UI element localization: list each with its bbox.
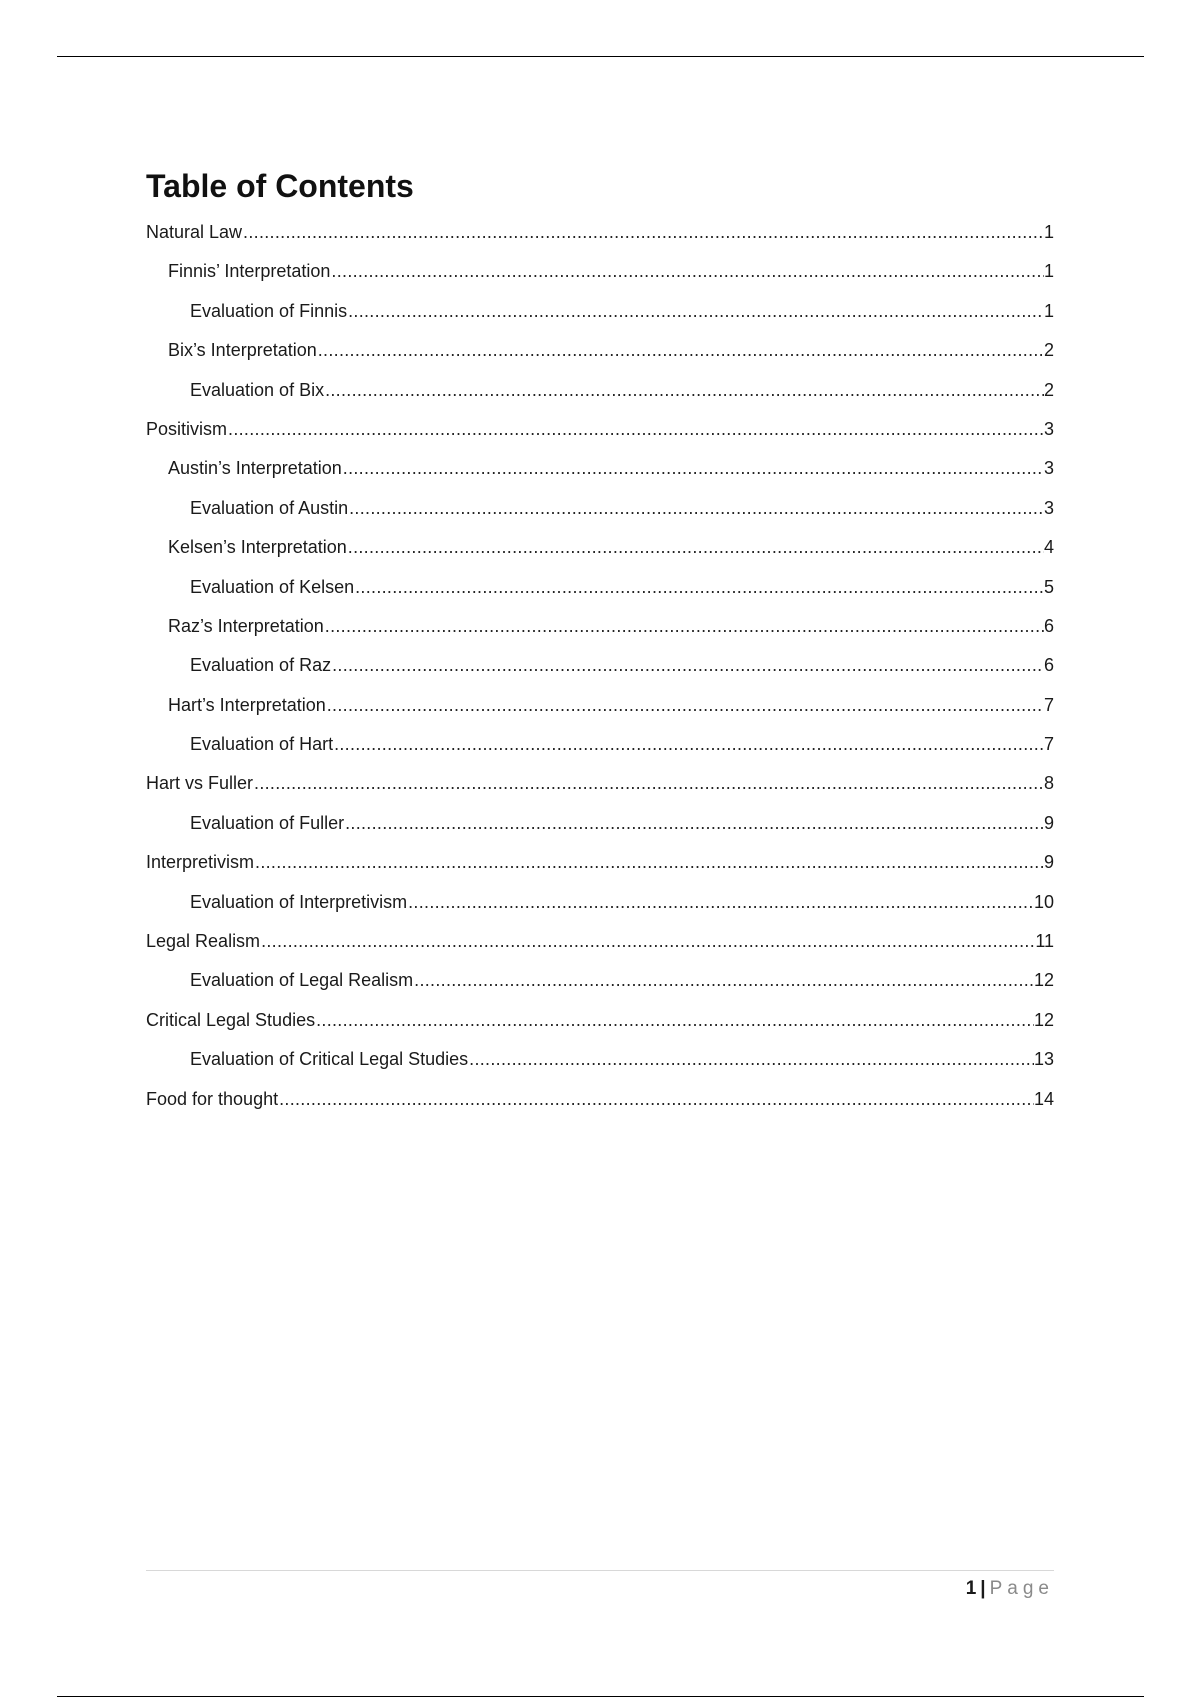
dot-leader — [354, 568, 1044, 607]
toc-entry-page: 12 — [1033, 970, 1054, 991]
dot-leader — [348, 489, 1044, 528]
toc-entry-page: 10 — [1033, 891, 1054, 912]
toc-entry[interactable] — [146, 331, 1054, 370]
toc-title: Table of Contents — [146, 168, 414, 204]
dot-leader — [347, 528, 1044, 567]
toc-entry-title: Evaluation of Critical Legal Studies — [190, 1049, 469, 1070]
toc-entry[interactable] — [146, 1001, 1054, 1040]
footer-separator: | — [980, 1578, 986, 1599]
dot-leader — [317, 331, 1044, 370]
toc-entry-title: Evaluation of Legal Realism — [190, 970, 414, 991]
toc-entry-title: Natural Law — [146, 222, 243, 242]
toc-entry[interactable] — [146, 213, 1054, 252]
toc-entry[interactable] — [146, 646, 1054, 685]
dot-leader — [468, 1040, 1034, 1079]
toc-entry[interactable] — [146, 292, 1054, 331]
toc-entry-page: 9 — [1043, 812, 1054, 833]
toc-entry-page: 3 — [1043, 418, 1054, 439]
footer-page-label: Page — [989, 1578, 1054, 1599]
toc-entry[interactable] — [146, 1040, 1054, 1079]
dot-leader — [344, 804, 1044, 843]
toc-entry[interactable] — [146, 922, 1054, 961]
toc-entry-page: 14 — [1033, 1088, 1054, 1109]
toc-entry-title: Kelsen’s Interpretation — [168, 537, 347, 558]
toc-entry-title: Bix’s Interpretation — [168, 340, 317, 361]
toc-entry-title: Austin’s Interpretation — [168, 458, 342, 479]
toc-entry[interactable] — [146, 883, 1054, 922]
dot-leader — [331, 646, 1044, 685]
dot-leader — [227, 410, 1044, 449]
dot-leader — [253, 764, 1044, 803]
toc-entry-title: Evaluation of Raz — [190, 655, 332, 676]
toc-entry-title: Interpretivism — [146, 852, 255, 873]
toc-entry-page: 1 — [1043, 222, 1054, 242]
toc-entry[interactable] — [146, 607, 1054, 646]
toc-entry[interactable] — [146, 449, 1054, 488]
bottom-rule — [57, 1696, 1144, 1697]
footer-page-number: 1 — [965, 1578, 977, 1599]
toc-entry-title: Evaluation of Fuller — [190, 812, 345, 833]
toc-entry-title: Positivism — [146, 418, 228, 439]
toc-entry-page: 7 — [1043, 734, 1054, 755]
dot-leader — [342, 449, 1044, 488]
toc-entry-page: 2 — [1043, 379, 1054, 400]
toc-entry-page: 9 — [1043, 852, 1054, 873]
toc-entry-page: 6 — [1043, 655, 1054, 676]
toc-entry[interactable] — [146, 489, 1054, 528]
dot-leader — [260, 922, 1035, 961]
toc-entry-title: Evaluation of Hart — [190, 734, 334, 755]
toc-entry[interactable] — [146, 252, 1054, 291]
dot-leader — [326, 686, 1044, 725]
toc-entry-title: Evaluation of Finnis — [190, 300, 348, 321]
toc-entry[interactable] — [146, 686, 1054, 725]
footer-rule — [146, 1570, 1054, 1571]
toc-entry-page: 13 — [1033, 1049, 1054, 1070]
header-rule — [57, 56, 1144, 57]
toc-entry-page: 6 — [1043, 615, 1054, 636]
dot-leader — [324, 607, 1044, 646]
toc-entry[interactable] — [146, 843, 1054, 882]
toc-entry-page: 3 — [1043, 497, 1054, 518]
toc-entry[interactable] — [146, 764, 1054, 803]
dot-leader — [333, 725, 1044, 764]
dot-leader — [254, 843, 1044, 882]
toc-entry-page: 11 — [1035, 931, 1054, 952]
toc-entry[interactable] — [146, 961, 1054, 1000]
toc-entry-page: 3 — [1043, 458, 1054, 479]
dot-leader — [413, 961, 1034, 1000]
toc-entry[interactable] — [146, 804, 1054, 843]
toc-entry-title: Critical Legal Studies — [146, 1009, 316, 1030]
dot-leader — [315, 1001, 1034, 1040]
toc-entry-title: Food for thought — [146, 1088, 279, 1109]
toc-entry-title: Evaluation of Bix — [190, 379, 325, 400]
dot-leader — [330, 252, 1044, 291]
toc-entry-title: Evaluation of Kelsen — [190, 576, 355, 597]
toc-entry-page: 1 — [1043, 261, 1054, 282]
toc-entry-title: Hart vs Fuller — [146, 773, 254, 794]
toc-entry[interactable] — [146, 1080, 1054, 1119]
toc-entry[interactable] — [146, 568, 1054, 607]
dot-leader — [278, 1080, 1034, 1119]
dot-leader — [324, 371, 1044, 410]
dot-leader — [347, 292, 1044, 331]
dot-leader — [407, 883, 1034, 922]
toc-entry-page: 12 — [1033, 1009, 1054, 1030]
toc-entry[interactable] — [146, 528, 1054, 567]
toc-entry-page: 4 — [1043, 537, 1054, 558]
toc-entry-page: 1 — [1043, 300, 1054, 321]
table-of-contents — [146, 213, 1054, 1119]
toc-entry-page: 2 — [1043, 340, 1054, 361]
dot-leader — [242, 213, 1044, 252]
toc-entry-title: Evaluation of Austin — [190, 497, 349, 518]
toc-entry-title: Legal Realism — [146, 931, 261, 952]
toc-entry-title: Evaluation of Interpretivism — [190, 891, 408, 912]
toc-entry[interactable] — [146, 371, 1054, 410]
toc-entry-title: Finnis’ Interpretation — [168, 261, 331, 282]
page-footer — [966, 1576, 1054, 1602]
toc-entry-page: 7 — [1043, 694, 1054, 715]
toc-entry[interactable] — [146, 725, 1054, 764]
toc-entry-title: Raz’s Interpretation — [168, 615, 324, 636]
toc-entry-title: Hart’s Interpretation — [168, 694, 326, 715]
toc-entry[interactable] — [146, 410, 1054, 449]
toc-entry-page: 8 — [1043, 773, 1054, 794]
toc-entry-page: 5 — [1043, 576, 1054, 597]
